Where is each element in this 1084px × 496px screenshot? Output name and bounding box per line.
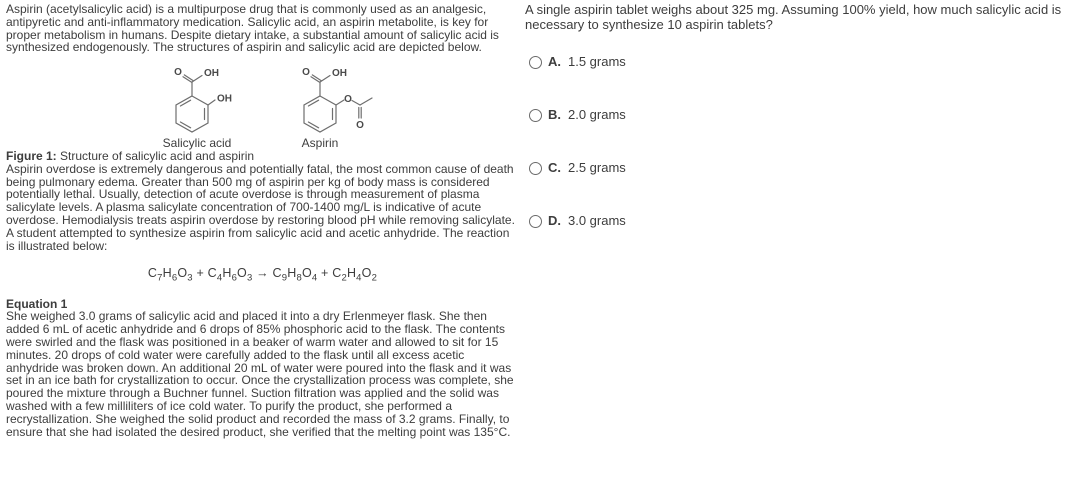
option-row-a[interactable] xyxy=(525,54,1081,70)
question-panel xyxy=(525,3,1081,229)
option-row-b[interactable] xyxy=(525,107,1081,123)
option-letter: A. xyxy=(548,53,561,69)
option-letter: C. xyxy=(548,159,561,175)
option-row-c[interactable] xyxy=(525,160,1081,176)
radio-icon[interactable] xyxy=(529,162,542,175)
atom-label-o: O xyxy=(344,94,352,106)
option-letter: B. xyxy=(548,106,561,122)
atom-label-oh: OH xyxy=(204,68,219,80)
passage-paragraph-4: She weighed 3.0 grams of salicylic acid and placed it into a dry Erlenmeyer flask. She then added 6 mL of acetic anhydride and 6 drops of 85% phosphoric acid to the flask. The contents were swirled and the flask was positioned in a beaker of warm water and allowed to sit for 15 minutes. 20 drops of cold water were carefully added to the flask until all excess acetic anhydride was broken down. An additional 20 mL of water were poured into the flask and it was set in an ice bath for crystallization to occur. Once the crystallization process was complete, she poured the mixture through a Buchner funnel. Suction filtration was applied and the solid was washed with a few milliliters of ice cold water. To purify the product, she performed a recrystallization. She weighed the solid product and recorded the mass of 3.2 grams. Finally, to ensure that she had isolated the desired product, she verified that the melting point was 135°C. xyxy=(6,309,514,439)
passage-paragraph-3: A student attempted to synthesize aspirin from salicylic acid and acetic anhydride. The reaction is illustrated below: xyxy=(6,225,510,253)
molecule-label: Salicylic acid xyxy=(162,136,232,151)
figure-caption-label: Figure 1: xyxy=(6,148,57,163)
passage-panel xyxy=(6,3,519,438)
option-letter: D. xyxy=(548,212,561,228)
question-text: A single aspirin tablet weighs about 325 mg. Assuming 100% yield, how much salicylic acid is necessary to synthesize 10 aspirin tablets? xyxy=(525,2,1062,32)
passage-paragraph-1: Aspirin (acetylsalicylic acid) is a multipurpose drug that is commonly used as an analgesic, antipyretic and anti-inflammatory medication. Salicylic acid, an aspirin metabolite, is key for proper metabolism in humans. Despite dietary intake, a substantial amount of salicylic acid is synthesized endogenously. The structures of aspirin and salicylic acid are depicted below. xyxy=(6,2,499,55)
atom-label-o: O xyxy=(302,67,310,79)
equation-label: Equation 1 xyxy=(6,296,68,311)
molecule-label: Aspirin xyxy=(301,136,339,151)
radio-icon[interactable] xyxy=(529,109,542,122)
radio-icon[interactable] xyxy=(529,215,542,228)
option-text: 2.5 grams xyxy=(568,159,626,175)
figure-caption xyxy=(6,150,519,163)
atom-label-o: O xyxy=(356,120,364,132)
atom-label-oh: OH xyxy=(332,68,347,80)
atom-label-oh: OH xyxy=(217,93,232,105)
aspirin-structure-icon xyxy=(286,62,386,136)
option-text: 3.0 grams xyxy=(568,212,626,228)
molecule-aspirin xyxy=(286,62,386,150)
figure-caption-text: Structure of salicylic acid and aspirin xyxy=(56,148,255,163)
atom-label-o: O xyxy=(174,67,182,79)
radio-icon[interactable] xyxy=(529,56,542,69)
reaction-equation: $C_7H_6O_3 + C_4H_6O_3 \to C_9H_8O_4 + C_2H_4O_2$ xyxy=(147,266,378,284)
salicylic-acid-structure-icon xyxy=(152,62,264,136)
option-text: 1.5 grams xyxy=(568,53,626,69)
answer-options xyxy=(525,54,1081,229)
passage-paragraph-2: Aspirin overdose is extremely dangerous and potentially fatal, the most common cause of death being pulmonary edema. Greater than 500 mg of aspirin per kg of body mass is considered potentially lethal. Usually, detection of acute overdose is through measurement of plasma salicylate levels. A plasma salicylate concentration of 700-1400 mg/L is indicative of acute overdose. Hemodialysis treats aspirin overdose by restoring blood pH while removing salicylate. xyxy=(6,161,515,227)
molecule-salicylic-acid xyxy=(152,62,264,150)
option-text: 2.0 grams xyxy=(568,106,626,122)
figure-1 xyxy=(152,62,519,150)
option-row-d[interactable] xyxy=(525,213,1081,229)
